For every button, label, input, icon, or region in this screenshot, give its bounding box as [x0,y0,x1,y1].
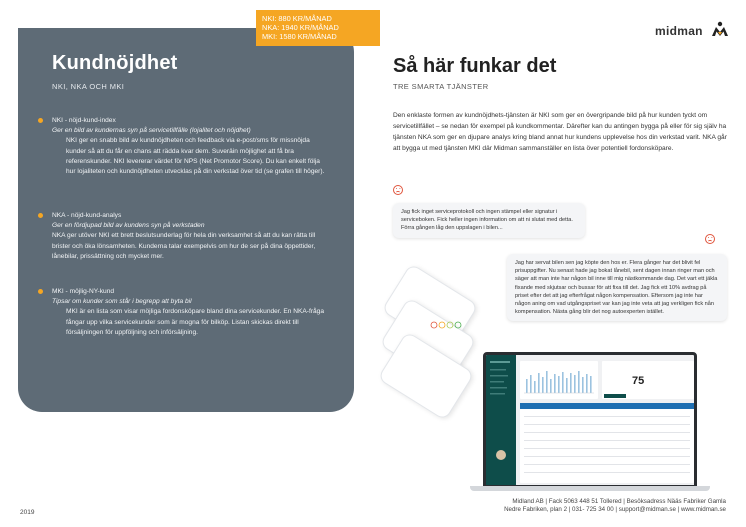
laptop-dashboard [483,352,697,488]
dashboard-table [520,403,694,483]
service-item-tagline: Ger en bild av kundernas syn på servicetillfälle (lojalitet och nöjdhet) [52,127,251,135]
service-item-head: NKA - nöjd-kund-analys [52,212,122,219]
left-subtitle: NKI, NKA OCH MKI [52,82,125,91]
price-mki: MKI: 1580 KR/MÅNAD [262,32,337,41]
service-item-body: MKI är en lista som visar möjliga fordonsköpare bland dina servicekunder. En NKA-fråga fångar upp vilka servicekunder som är mogna för bilköp. Listan skickas direkt till försäljningen för uppföljning och införsäljning. [66,308,325,336]
intro-paragraph: Den enklaste formen av kundnöjdhets-tjänsten är NKI som ger en övergripande bild på hur kunden tyckt om servicetillfället – se nedan för exempel på kundkommentar. Därefter kan du antingen bygga på eller för sig själv ha tjänsten NKA som ger en djupare analys kring bland annat hur kundens upplevelse hos din verkstad varit. NKA går att bygga ut med tjänsten MKI där Midman sammanställer en lista över potentiell fordonsköpare. [393,112,727,152]
service-item-head: MKI - möjlig-NY-kund [52,288,115,295]
midman-logo-icon [711,21,729,37]
customer-comment-bubble: Jag fick inget serviceprotokoll och ingen stämpel eller signatur i serviceboken. Fick heller ingen information om att ni slutat med detta. Förra gången låg den uppslagen i bilen... [393,203,585,238]
dashboard-button [604,394,626,398]
service-item-nki [38,116,328,177]
service-item-head: NKI - nöjd-kund-index [52,117,116,124]
dashboard-chart-card [520,361,598,399]
price-nka: NKA: 1940 KR/MÅNAD [262,23,339,32]
company-footer [400,498,726,515]
rating-faces-icon [428,320,468,330]
service-item-body: NKA ger utöver NKI ett brett beslutsunderlag för hela din verksamhet så att du kan rätta till brister och öka lönsamheten. Kunderna talar exempelvis om hur de ser på dina öppettider, lånebilar, prissättning och mycket mer. [52,232,316,260]
sad-face-icon [393,185,403,195]
service-item-tagline: Ger en fördjupad bild av kundens syn på verkstaden [52,222,205,230]
right-subtitle: TRE SMARTA TJÄNSTER [393,82,489,91]
bullet-dot-icon [38,213,43,218]
right-title: Så här funkar det [393,55,557,77]
price-box [256,10,380,46]
sad-face-icon [705,234,715,244]
laptop-base [470,486,710,491]
price-nki: NKI: 880 KR/MÅNAD [262,14,332,23]
dashboard-score: 75 [632,375,645,387]
footer-line-1: Midland AB | Fack 5063 448 51 Tollered | Besöksadress Nääs Fabriker Gamla [512,498,726,505]
service-item-nka [38,211,328,262]
bullet-dot-icon [38,289,43,294]
service-item-body: NKI ger en snabb bild av kundnöjdheten och feedback via e-post/sms för missnöjda kunder så att du får en chans att rädda kvar dem. Suveräin möjlighet att få bra referenskunder. NKI levererar värdet för NPS (Net Promotor Score). Du kan enkelt följa hur lojaliteten och kundnöjdheten utvecklas på din verkstad över tid (se grafen till höger). [66,137,325,176]
bullet-dot-icon [38,118,43,123]
dashboard-sidebar [486,355,516,485]
service-item-mki [38,287,328,338]
customer-comment-bubble: Jag har servat bilen sen jag köpte den hos er. Flera gånger har det blivit fel prisuppgifter. Nu senast hade jag bokat lånebil, sent dagen innan ringer man och säger att man inte har någon bil inne till mig nästkommande dag. Det vart ett jäkla fixande med skjutsar och bussar för att fixa till det. Jag fick ett 10% avdrag på priset efter det att jag efterfrågat någon kompensation. Eftersom jag inte har någon aning om vad utgångspriset var kan jag inte veta att jag verkligen fick nån kompensation. Nästa gång blir det nog autoexperten istället. [507,254,727,321]
brand-name: midman [655,24,703,38]
service-item-tagline: Tipsar om kunder som står i begrepp att byta bil [52,298,192,306]
year-label: 2019 [20,509,35,516]
footer-line-2: Nedre Fabriken, plan 2 | 031- 725 34 00 | support@midman.se | www.midman.se [504,506,726,514]
left-title: Kundnöjdhet [52,52,178,74]
